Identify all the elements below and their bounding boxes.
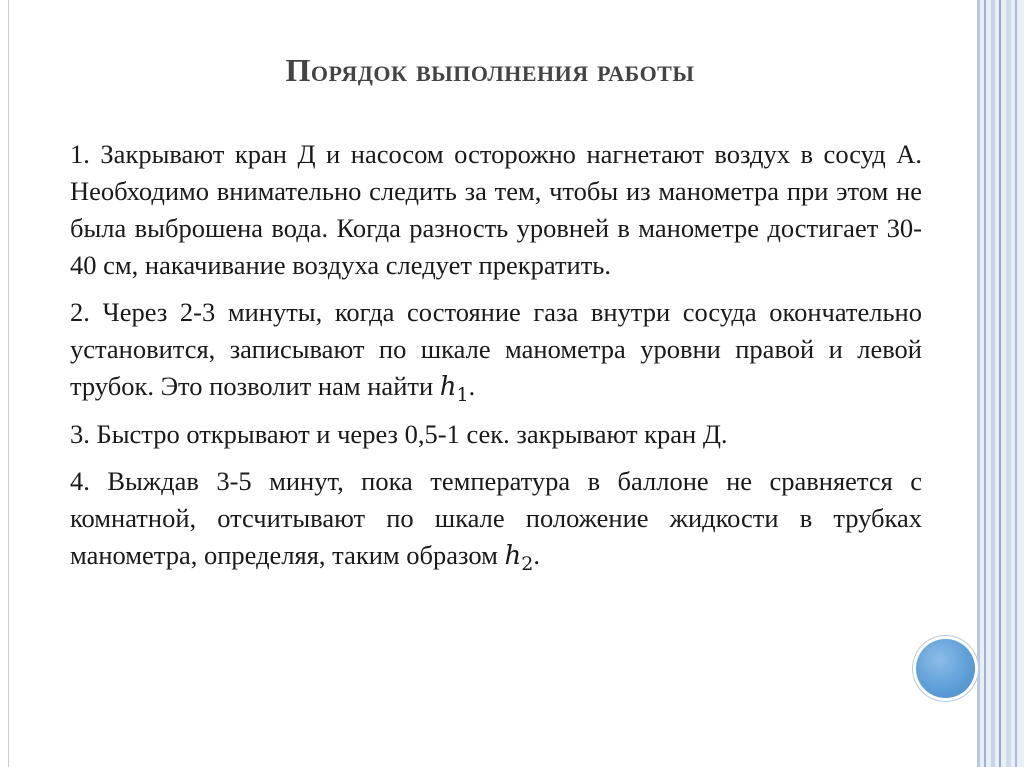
- step-text: 1. Закрывают кран Д и насосом осторожно нагнетают воздух в сосуд А. Необходимо внимательно следить за тем, чтобы из манометра при этом не была выброшена вода. Когда разность уровней в манометре достигает 30-40 см, накачивание воздуха следует прекратить.: [70, 139, 922, 280]
- step-paragraph-4: [70, 463, 922, 575]
- left-frame-line: [8, 0, 9, 767]
- math-variable: h: [504, 541, 522, 571]
- step-text-tail: .: [533, 540, 540, 570]
- step-paragraph-3: [70, 416, 922, 453]
- step-text: 2. Через 2-3 минуты, когда состояние газа внутри сосуда окончательно установится, записывают по шкале манометра уровни правой и левой трубок. Это позволит нам найти: [70, 297, 922, 401]
- decor-stripe: [1006, 0, 1011, 767]
- decor-circle-icon: [916, 639, 975, 698]
- math-h1: [439, 372, 469, 407]
- step-paragraph-1: [70, 136, 922, 284]
- math-subscript: 1: [456, 384, 469, 407]
- step-paragraph-2: [70, 294, 922, 406]
- math-h2: [504, 541, 534, 576]
- decor-stripe: [1015, 0, 1017, 767]
- math-variable: h: [439, 372, 457, 402]
- decor-stripe: [999, 0, 1001, 767]
- step-text-tail: .: [468, 371, 476, 401]
- step-text: 4. Выждав 3-5 минут, пока температура в баллоне не сравняется с комнатной, отсчитывают по шкале положение жидкости в трубках манометра, определяя, таким образом: [70, 466, 922, 570]
- decor-stripe: [977, 0, 980, 767]
- slide-body: [70, 136, 922, 585]
- decor-stripe: [991, 0, 995, 767]
- step-text: 3. Быстро открывают и через 0,5-1 сек. закрывают кран Д.: [70, 419, 728, 449]
- slide-title: Порядок выполнения работы: [285, 52, 695, 88]
- decor-stripe: [984, 0, 986, 767]
- right-decor-band: [977, 0, 1024, 767]
- math-subscript: 2: [521, 553, 534, 576]
